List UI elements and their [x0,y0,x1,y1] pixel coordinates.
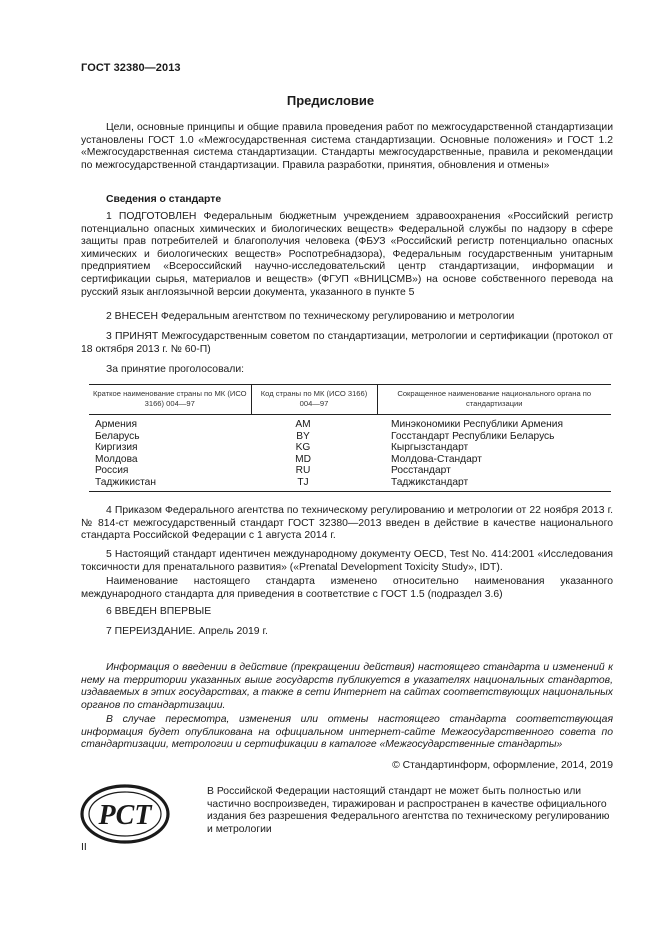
voting-countries-table [89,384,611,492]
country-cell: Армения [95,419,137,430]
table-header-row [89,385,611,415]
item-2-submitted: 2 ВНЕСЕН Федеральным агентством по техническому регулированию и метрологии [106,311,515,322]
item-4-order: 4 Приказом Федерального агентства по техническому регулированию и метрологии от 22 ноября 2013 г. № 814-ст межгосударственный стандарт ГОСТ 32380—2013 введен в действие в качестве национального стандарта Российской Федерации с 1 августа 2014 г. [81,505,613,542]
table-row [89,442,611,454]
svg-text:РСТ: РСТ [98,800,152,831]
table-row [89,465,611,477]
item-5-name-change: Наименование настоящего стандарта изменено относительно наименования указанного международного стандарта для приведения в соответствие с ГОСТ 1.5 (подраздел 3.6) [81,576,613,600]
rst-certification-logo-icon [80,784,170,844]
organ-cell: Росстандарт [391,465,451,476]
item-6-introduced: 6 ВВЕДЕН ВПЕРВЫЕ [106,606,212,617]
country-cell: Киргизия [95,442,138,453]
code-cell: MD [295,453,311,465]
copyright-line: © Стандартинформ, оформление, 2014, 2019 [392,760,613,771]
country-cell: Беларусь [95,430,140,442]
vote-intro: За принятие проголосовали: [106,364,245,375]
info-heading: Сведения о стандарте [106,194,222,205]
organ-cell: Госстандарт Республики Беларусь [391,430,555,442]
table-header-code: Код страны по МК (ИСО 3166) 004—97 [251,385,377,415]
table-row [89,431,611,443]
document-code-header: ГОСТ 32380—2013 [81,62,181,74]
code-cell: AM [295,419,311,430]
code-cell: BY [296,430,310,442]
intro-paragraph: Цели, основные принципы и общие правила проведения работ по межгосударственной стандартизации установлены ГОСТ 1.0 «Межгосударственная система стандартизации. Основные положения» и ГОСТ 1.2 «Межгосударственная система стандартизации. Стандарты межгосударственные, правила и рекомендации по межгосударственной стандартизации. Правила разработки, принятия, обновления и отмены» [81,122,613,171]
code-cell: RU [295,465,311,476]
page-title: Предисловие [286,93,375,108]
country-cell: Россия [95,465,129,476]
italic-note-introduction: Информация о введении в действие (прекращении действия) настоящего стандарта и изменений к нему на территории указанных выше государств публикуется в указателях национальных стандартов, издаваемых в этих государствах, а также в сети Интернет на сайтах соответствующих национальных органов по стандартизации. [81,662,613,711]
italic-note-revision: В случае пересмотра, изменения или отмены настоящего стандарта соответствующая информация будет опубликована на официальном интернет-сайте Межгосударственного совета по стандартизации, метрологии и сертификации в каталоге «Межгосударственные стандарты» [81,714,613,751]
reproduction-notice: В Российской Федерации настоящий стандарт не может быть полностью или частично воспроизведен, тиражирован и распространен в качестве официального издания без разрешения Федерального агентства по техническому регулированию и метрологии [207,786,610,835]
table-row [89,454,611,466]
table-row [89,477,611,492]
code-cell: KG [295,442,311,453]
code-cell: TJ [251,477,377,492]
item-7-reissue: 7 ПЕРЕИЗДАНИЕ. Апрель 2019 г. [106,626,268,637]
item-5-identical: 5 Настоящий стандарт идентичен международному документу OECD, Test No. 414:2001 «Исследования токсичности для пренатального развития» («Prenatal Development Toxicity Study», IDT). [81,549,613,573]
table-header-country: Краткое наименование страны по МК (ИСО 3166) 004—97 [89,385,251,415]
page-number: II [81,842,87,853]
country-cell: Таджикистан [89,477,251,492]
item-3-adopted: 3 ПРИНЯТ Межгосударственным советом по стандартизации, метрологии и сертификации (протокол от 18 октября 2013 г. № 60-П) [81,331,613,355]
organ-cell: Таджикстандарт [377,477,611,492]
table-row [89,415,611,431]
country-cell: Молдова [95,453,138,465]
item-1-prepared: 1 ПОДГОТОВЛЕН Федеральным бюджетным учреждением здравоохранения «Российский регистр потенциально опасных химических и биологических веществ» Федеральной службы по надзору в сфере защиты прав потребителей и благополучия человека (ФБУЗ «Российский регистр потенциально опасных химических и биологических веществ» Роспотребнадзора), Федеральным государственным унитарным предприятием «Всероссийский научно-исследовательский центр стандартизации, информации и сертификации сырья, материалов и веществ» (ФГУП «ВНИЦСМВ») на основе собственного перевода на русский язык англоязычной версии документа, указанного в пункте 5 [81,211,613,298]
organ-cell: Молдова-Стандарт [391,453,482,465]
table-header-organ: Сокращенное наименование национального органа по стандартизации [377,385,611,415]
organ-cell: Кыргызстандарт [391,442,469,453]
organ-cell: Минэкономики Республики Армения [391,419,563,430]
